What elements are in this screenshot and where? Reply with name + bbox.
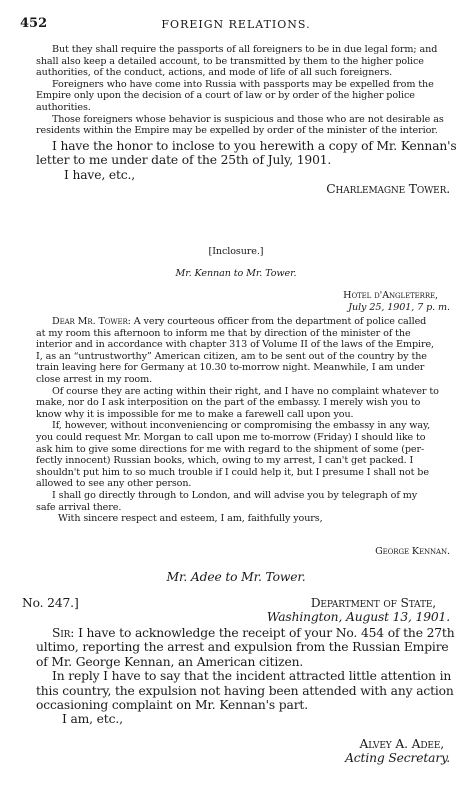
text-line: train leaving here for Germany at 10.30 to-morrow night. Meanwhile, I am under	[36, 362, 425, 374]
text-line: this country, the expulsion not having been attended with any action	[36, 683, 454, 698]
inclosure-heading: Mr. Kennan to Mr. Tower.	[175, 268, 297, 279]
text-line: interior and in accordance with chapter 313 of Volume II of the laws of the Empire,	[36, 339, 434, 351]
adee-letter-body	[36, 626, 460, 727]
text-line: make, nor do I ask interposition on the part of the embassy. I merely wish you to	[36, 397, 421, 409]
closing: I have, etc.,	[64, 167, 136, 182]
text-line: I have the honor to inclose to you herewith a copy of Mr. Kennan's	[52, 139, 457, 153]
text-line: occasioning complaint on Mr. Kennan's part.	[36, 698, 308, 713]
text-line: Empire only upon the decision of a court of law or by order of the higher police	[36, 90, 415, 102]
text-line: Of course they are acting within their right, and I have no complaint whatever to	[52, 385, 439, 397]
text-line: ask him to give some directions for me with regard to the shipment of some (per-	[36, 443, 425, 455]
text-line: authorities.	[36, 101, 91, 113]
text-line: shouldn't put him to so much trouble if I could help it, but I presume I shall not be	[36, 466, 429, 478]
signature-kennan: George Kennan.	[375, 546, 450, 557]
sender: Department of State,	[310, 596, 436, 610]
text-line: close arrest in my room.	[36, 373, 153, 385]
place-date: Washington, August 13, 1901.	[266, 610, 450, 624]
signature-adee: Alvey A. Adee,	[359, 737, 444, 751]
text-line: residents within the Empire may be expelled by order of the minister of the interior.	[36, 125, 438, 137]
text-line: I shall go directly through to London, and will advise you by telegraph of my	[52, 489, 418, 501]
inclosure-place: Hotel d'Angleterre,	[343, 290, 438, 301]
adee-heading: Mr. Adee to Mr. Tower.	[166, 570, 306, 584]
text-line: I have to acknowledge the receipt of your No. 454 of the 27th	[74, 626, 455, 640]
text-line: at my room this afternoon to inform me that by direction of the minister of the	[36, 327, 411, 339]
text-line: Foreigners who have come into Russia with passports may be expelled from the	[52, 78, 434, 90]
text-line: But they shall require the passports of all foreigners to be in due legal form; and	[52, 44, 438, 55]
text-line: know why it is impossible for me to make a farewell call upon you.	[36, 408, 354, 420]
inclosure-label: [Inclosure.]	[208, 246, 264, 257]
closing: I am, etc.,	[62, 712, 123, 727]
inclosure-date: July 25, 1901, 7 p. m.	[348, 302, 450, 313]
text-line: A very courteous officer from the department of police called	[130, 316, 427, 327]
text-line: In reply I have to say that the incident attracted little attention in	[52, 669, 452, 684]
text-line: letter to me under date of the 25th of July, 1901.	[36, 153, 332, 168]
text-line: shall also keep a detailed account, to be transmitted by them to the higher police	[36, 55, 424, 67]
signature-tower: Charlemagne Tower.	[326, 182, 450, 196]
text-line: authorities, of the conduct, actions, and mode of life of all such foreigners.	[36, 67, 393, 79]
kennan-letter-body	[36, 316, 460, 525]
text-line: I, as an “untrustworthy” American citizen, am to be sent out of the country by the	[36, 350, 427, 362]
text-line: safe arrival there.	[36, 501, 122, 513]
text-line: allowed to see any other person.	[36, 478, 192, 490]
text-line: With sincere respect and esteem, I am, faithfully yours,	[58, 513, 323, 525]
text-line: If, however, without inconveniencing or compromising the embassy in any way,	[52, 420, 431, 432]
text-line: you could request Mr. Morgan to call upon me to-morrow (Friday) I should like to	[36, 431, 426, 443]
text-line: fectly innocent) Russian books, which, owing to my arrest, I can't get packed. I	[36, 455, 414, 467]
despatch-number: No. 247.]	[22, 596, 79, 610]
text-line: ultimo, reporting the arrest and expulsion from the Russian Empire	[36, 640, 449, 655]
text-line: Those foreigners whose behavior is suspicious and those who are not desirable as	[52, 113, 444, 125]
salutation: Dear Mr. Tower:	[52, 316, 131, 327]
tower-letter-body	[36, 139, 460, 182]
running-title: FOREIGN RELATIONS.	[161, 18, 311, 31]
page-number: 452	[20, 16, 48, 31]
signatory-title: Acting Secretary.	[345, 751, 450, 765]
text-line: of Mr. George Kennan, an American citizen.	[36, 654, 304, 669]
law-excerpt	[36, 44, 460, 137]
salutation: Sir:	[52, 626, 75, 640]
